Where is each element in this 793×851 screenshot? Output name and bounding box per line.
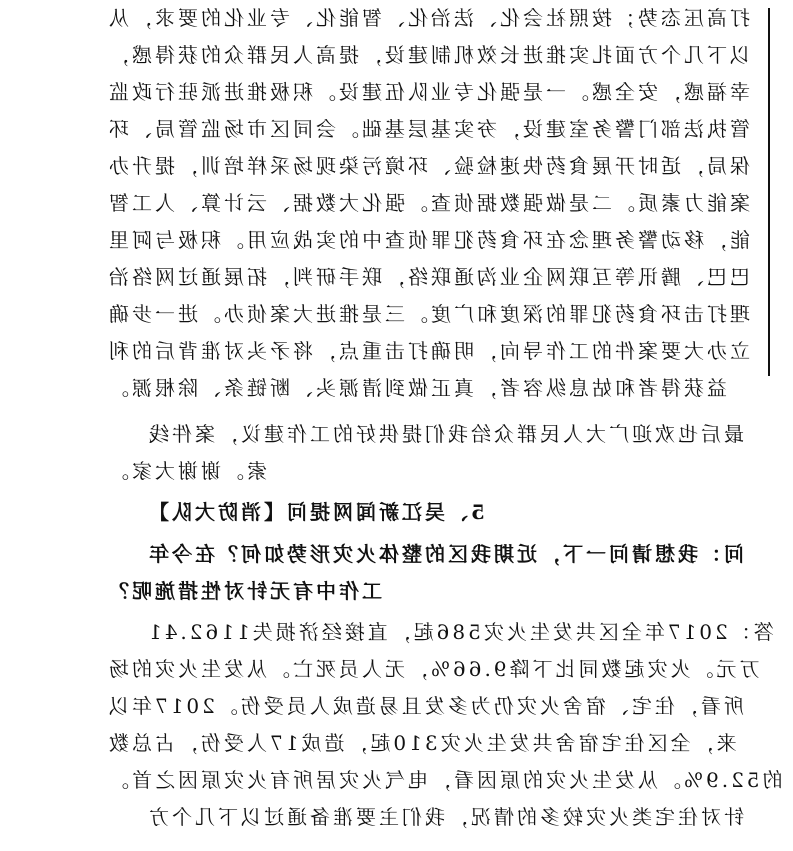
text-line: 能，移动警务理念在环食药犯罪侦查中的实战应用。积极与阿里 [106,228,750,252]
text-line: 立办大要案件的工作导向，明确打击重点，将矛头对准背后的利 [106,339,750,363]
text-line: 所看，住宅、宿舍火灾仍为多发且易造成人员受伤。2017年以 [106,694,744,718]
question-line: 问：我想请问一下，近期我区的整体火灾形势如何？在今年 [146,542,744,566]
section-heading: 5、吴江新闻网提问【消防大队】 [146,500,485,524]
text-line: 益获得者和姑息纵容者，真正做到清源头、断链条、除根源。 [106,376,727,400]
text-line: 案能力素质。二是做强数据侦查。强化大数据、云计算、人工智 [106,191,750,215]
text-line: 管执法部门警务室建设，夯实基层基础。会同区市场监管局、环 [106,117,750,141]
text-line: 答：2017年全区共发生火灾586起，直接经济损失1162.41 [146,620,774,644]
text-line: 巴巴、腾讯等互联网企业沟通联络，联手研判，拓展通过网络治 [106,265,750,289]
text-line: 来，全区住宅宿舍共发生火灾310起，造成17人受伤，占总数 [106,731,737,755]
text-line: 最后也欢迎广大人民群众给我们提供好的工作建议，案件线 [146,422,744,446]
text-line: 理打击环食药犯罪的深度和广度。三是推进大案侦办。进一步确 [106,302,750,326]
question-line: 工作中有无针对性措施呢？ [106,579,382,603]
text-line: 以下几个方面扎实推进长效机制建设，提高人民群众的获得感， [106,43,750,67]
text-line: 索。谢谢大家。 [106,459,267,483]
text-line: 针对住宅类火灾较多的情况，我们主要准备通过以下几个方 [146,805,744,829]
text-line: 打高压态势；按照社会化、法治化、智能化、专业化的要求，从 [106,6,750,30]
text-line: 的52.9%。从发生火灾的原因看，电气火灾居所有火灾原因之首。 [106,768,783,792]
text-line: 万元。火灾起数同比下降9.66%，无人员死亡。从发生火灾的场 [106,657,760,681]
text-line: 保局，适时开展食药快速检验、环境污染现场采样培训，提升办 [106,154,750,178]
text-line: 幸福感，安全感。一是强化专业队伍建设。积极推进派驻行政监 [106,80,750,104]
